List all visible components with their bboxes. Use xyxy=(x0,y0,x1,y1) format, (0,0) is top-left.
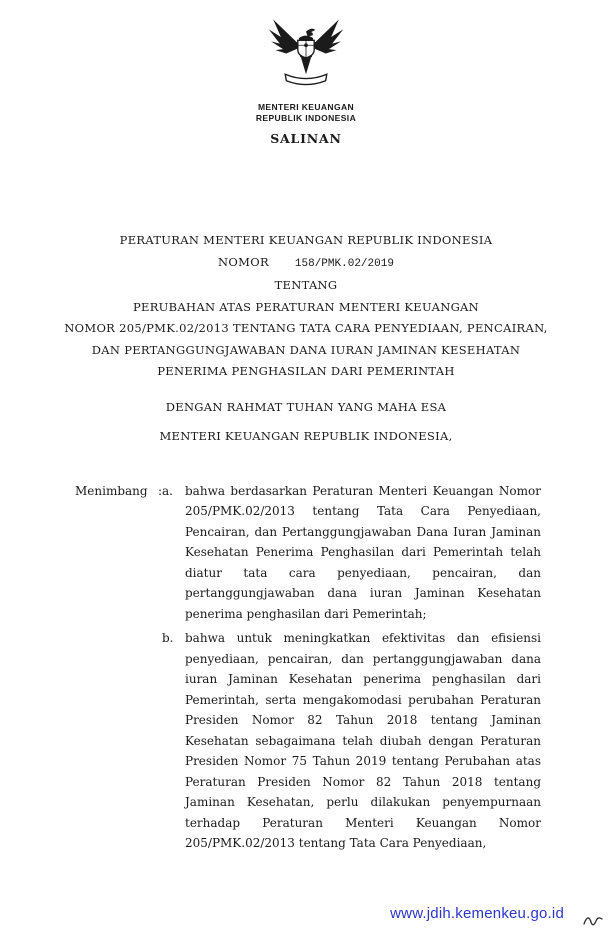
subject-line-1: PERUBAHAN ATAS PERATURAN MENTERI KEUANGAN xyxy=(132,299,480,314)
regulation-heading: PERATURAN MENTERI KEUANGAN REPUBLIK INDONESIA xyxy=(119,233,493,247)
garuda-pancasila-emblem-icon xyxy=(267,80,345,99)
item-letter-b: b. xyxy=(162,631,174,645)
consideration-item xyxy=(162,481,541,625)
subject-line-3: DAN PERTANGGUNGJAWABAN DANA IURAN JAMINAN KESEHATAN xyxy=(91,342,521,357)
consideration-item xyxy=(162,628,541,854)
ministry-name xyxy=(0,102,612,124)
ministry-line-2: REPUBLIK INDONESIA xyxy=(255,113,357,123)
jdih-watermark: www.jdih.kemenkeu.go.id xyxy=(390,905,564,922)
considering-label xyxy=(75,481,162,854)
letterhead xyxy=(0,0,612,146)
considering-colon: : xyxy=(157,483,162,498)
ministry-line-1: MENTERI KEUANGAN xyxy=(257,102,355,112)
item-text-b: bahwa untuk meningkatkan efektivitas dan efisiensi penyediaan, pencairan, dan pertanggungjawaban dana iuran Jaminan Kesehatan penerima penghasilan dari Pemerintah, serta mengakomodasi perubahan Peraturan Presiden Nomor 82 Tahun 2018 tentang Jaminan Kesehatan sebagaimana telah diubah dengan Peraturan Presiden Nomor 75 Tahun 2019 tentang Perubahan atas Peraturan Presiden Nomor 82 Tahun 2018 tentang Jaminan Kesehatan, perlu dilakukan penyempurnaan terhadap Peraturan Menteri Keuangan Nomor 205/PMK.02/2013 tentang Tata Cara Penyediaan, xyxy=(185,631,541,850)
item-letter-a: a. xyxy=(162,483,173,498)
issuer-line: MENTERI KEUANGAN REPUBLIK INDONESIA, xyxy=(159,428,453,443)
paraf-mark xyxy=(582,912,604,932)
considering-label-text: Menimbang xyxy=(75,483,148,498)
copy-label: SALINAN xyxy=(270,131,342,146)
invocation-line: DENGAN RAHMAT TUHAN YANG MAHA ESA xyxy=(165,399,447,414)
considerations-section xyxy=(75,481,541,854)
item-text-a: bahwa berdasarkan Peraturan Menteri Keuangan Nomor 205/PMK.02/2013 tentang Tata Cara Penyediaan, Pencairan, dan Pertanggungjawaban Dana Iuran Jaminan Kesehatan Penerima Penghasilan dari Pemerintah telah diatur tata cara penyediaan, pencairan, dan pertanggungjawaban dana iuran Jaminan Kesehatan penerima penghasilan dari Pemerintah; xyxy=(185,483,541,621)
regulation-number-line xyxy=(0,252,612,276)
subject-line-4: PENERIMA PENGHASILAN DARI PEMERINTAH xyxy=(157,364,455,378)
number-label: NOMOR xyxy=(218,254,269,269)
number-value: 158/PMK.02/2019 xyxy=(294,257,394,270)
subject-line-2: NOMOR 205/PMK.02/2013 TENTANG TATA CARA PENYEDIAAN, PENCAIRAN, xyxy=(64,321,548,335)
regulation-title-block xyxy=(0,230,612,383)
considerations-list xyxy=(162,481,541,854)
about-label: TENTANG xyxy=(274,278,338,292)
